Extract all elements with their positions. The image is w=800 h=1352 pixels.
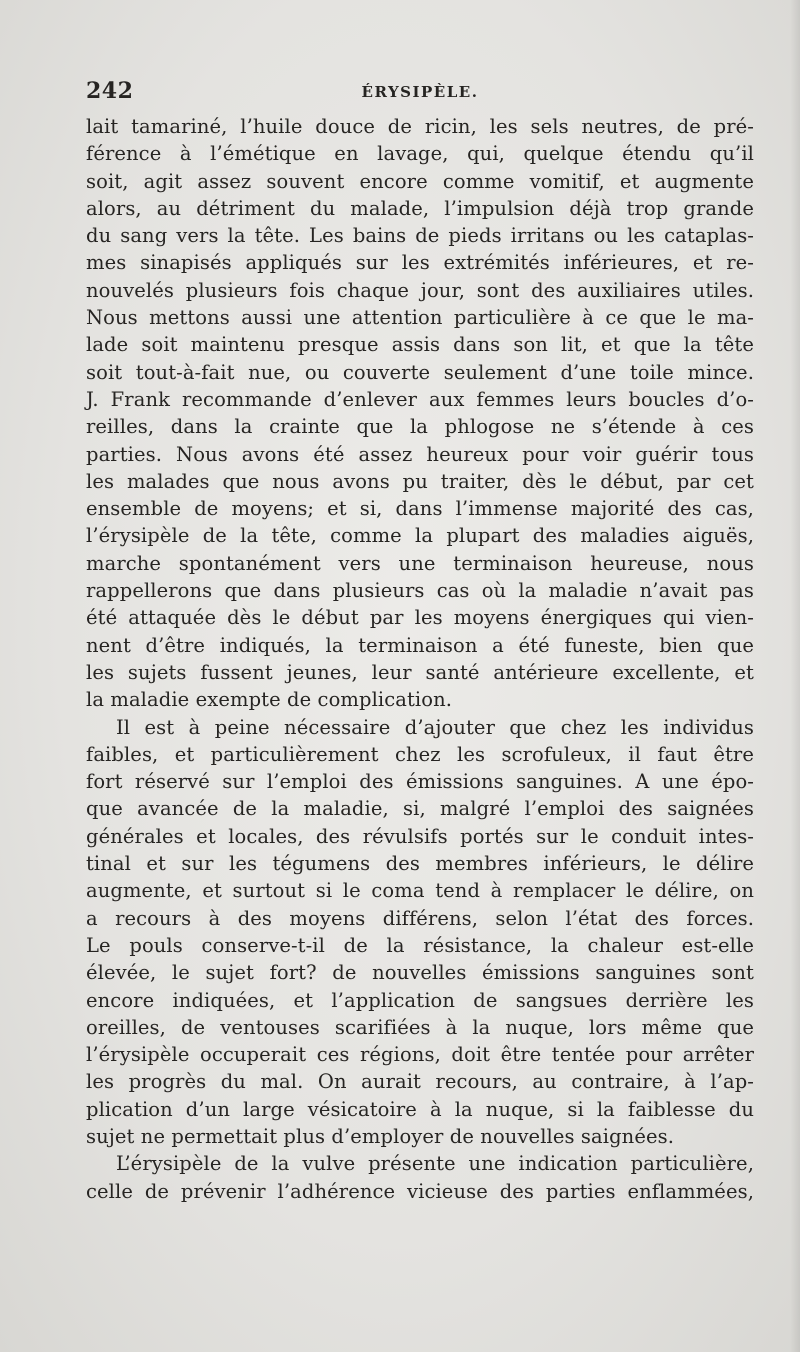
running-title: ÉRYSIPÈLE. — [361, 83, 479, 101]
text-line: encore indiquées, et l’application de sangsues derrière les — [86, 988, 754, 1012]
text-line: l’érysipèle de la tête, comme la plupart des maladies aiguës, — [86, 524, 754, 548]
paragraph-start-line: L’érysipèle de la vulve présente une indication particulière, — [116, 1152, 754, 1176]
text-line: ensemble de moyens; et si, dans l’immense majorité des cas, — [86, 497, 754, 521]
text-line: reilles, dans la crainte que la phlogose ne s’étende à ces — [86, 415, 754, 439]
paragraph-start-line: Il est à peine nécessaire d’ajouter que chez les individus — [116, 715, 754, 739]
text-line: marche spontanément vers une terminaison heureuse, nous — [86, 551, 754, 575]
paragraph-end-line: la maladie exempte de complication. — [86, 688, 453, 712]
text-line: les sujets fussent jeunes, leur santé antérieure excellente, et — [86, 660, 754, 684]
text-line: soit, agit assez souvent encore comme vomitif, et augmente — [86, 169, 754, 193]
text-line: l’érysipèle occuperait ces régions, doit être tentée pour arrêter — [86, 1043, 754, 1067]
text-line: rappellerons que dans plusieurs cas où la maladie n’avait pas — [86, 579, 754, 603]
text-line: les progrès du mal. On aurait recours, au contraire, à l’ap- — [86, 1070, 754, 1094]
text-line: J. Frank recommande d’enlever aux femmes leurs boucles d’o- — [86, 387, 754, 411]
text-line: oreilles, de ventouses scarifiées à la nuque, lors même que — [86, 1015, 754, 1039]
text-line: élevée, le sujet fort? de nouvelles émissions sanguines sont — [86, 961, 754, 985]
running-head — [86, 78, 754, 108]
text-line: tinal et sur les tégumens des membres inférieurs, le délire — [86, 852, 754, 876]
paragraph-end-line: sujet ne permettait plus d’employer de nouvelles saignées. — [86, 1124, 675, 1148]
text-line: plication d’un large vésicatoire à la nuque, si la faiblesse du — [86, 1097, 754, 1121]
text-line: férence à l’émétique en lavage, qui, quelque étendu qu’il — [86, 142, 754, 166]
text-line: faibles, et particulièrement chez les scrofuleux, il faut être — [86, 742, 754, 766]
text-line: générales et locales, des révulsifs portés sur le conduit intes- — [86, 824, 754, 848]
text-line: nent d’être indiqués, la terminaison a été funeste, bien que — [86, 633, 754, 657]
page-number: 242 — [86, 78, 134, 104]
text-line: lait tamariné, l’huile douce de ricin, les sels neutres, de pré- — [86, 115, 754, 138]
text-line: parties. Nous avons été assez heureux pour voir guérir tous — [86, 442, 754, 466]
body-text — [86, 113, 754, 1205]
text-line: Nous mettons aussi une attention particulière à ce que le ma- — [86, 306, 754, 330]
text-line: a recours à des moyens différens, selon l’état des forces. — [86, 906, 754, 930]
text-line: fort réservé sur l’emploi des émissions sanguines. A une épo- — [86, 770, 754, 794]
text-line: celle de prévenir l’adhérence vicieuse des parties enflammées, — [86, 1179, 754, 1203]
text-line: du sang vers la tête. Les bains de pieds irritans ou les cataplas- — [86, 224, 754, 248]
page-edge-shadow — [790, 0, 800, 1352]
text-line: nouvelés plusieurs fois chaque jour, sont des auxiliaires utiles. — [86, 278, 754, 302]
text-line: Le pouls conserve-t-il de la résistance, la chaleur est-elle — [86, 933, 754, 957]
text-line: lade soit maintenu presque assis dans son lit, et que la tête — [86, 333, 754, 357]
text-line: été attaquée dès le début par les moyens énergiques qui vien- — [86, 606, 754, 630]
text-line: soit tout-à-fait nue, ou couverte seulement d’une toile mince. — [86, 360, 754, 384]
text-line: augmente, et surtout si le coma tend à remplacer le délire, on — [86, 879, 754, 903]
text-line: les malades que nous avons pu traiter, dès le début, par cet — [86, 469, 754, 493]
text-line: mes sinapisés appliqués sur les extrémités inférieures, et re- — [86, 251, 754, 275]
text-line: que avancée de la maladie, si, malgré l’emploi des saignées — [86, 797, 754, 821]
text-line: alors, au détriment du malade, l’impulsion déjà trop grande — [86, 196, 754, 220]
